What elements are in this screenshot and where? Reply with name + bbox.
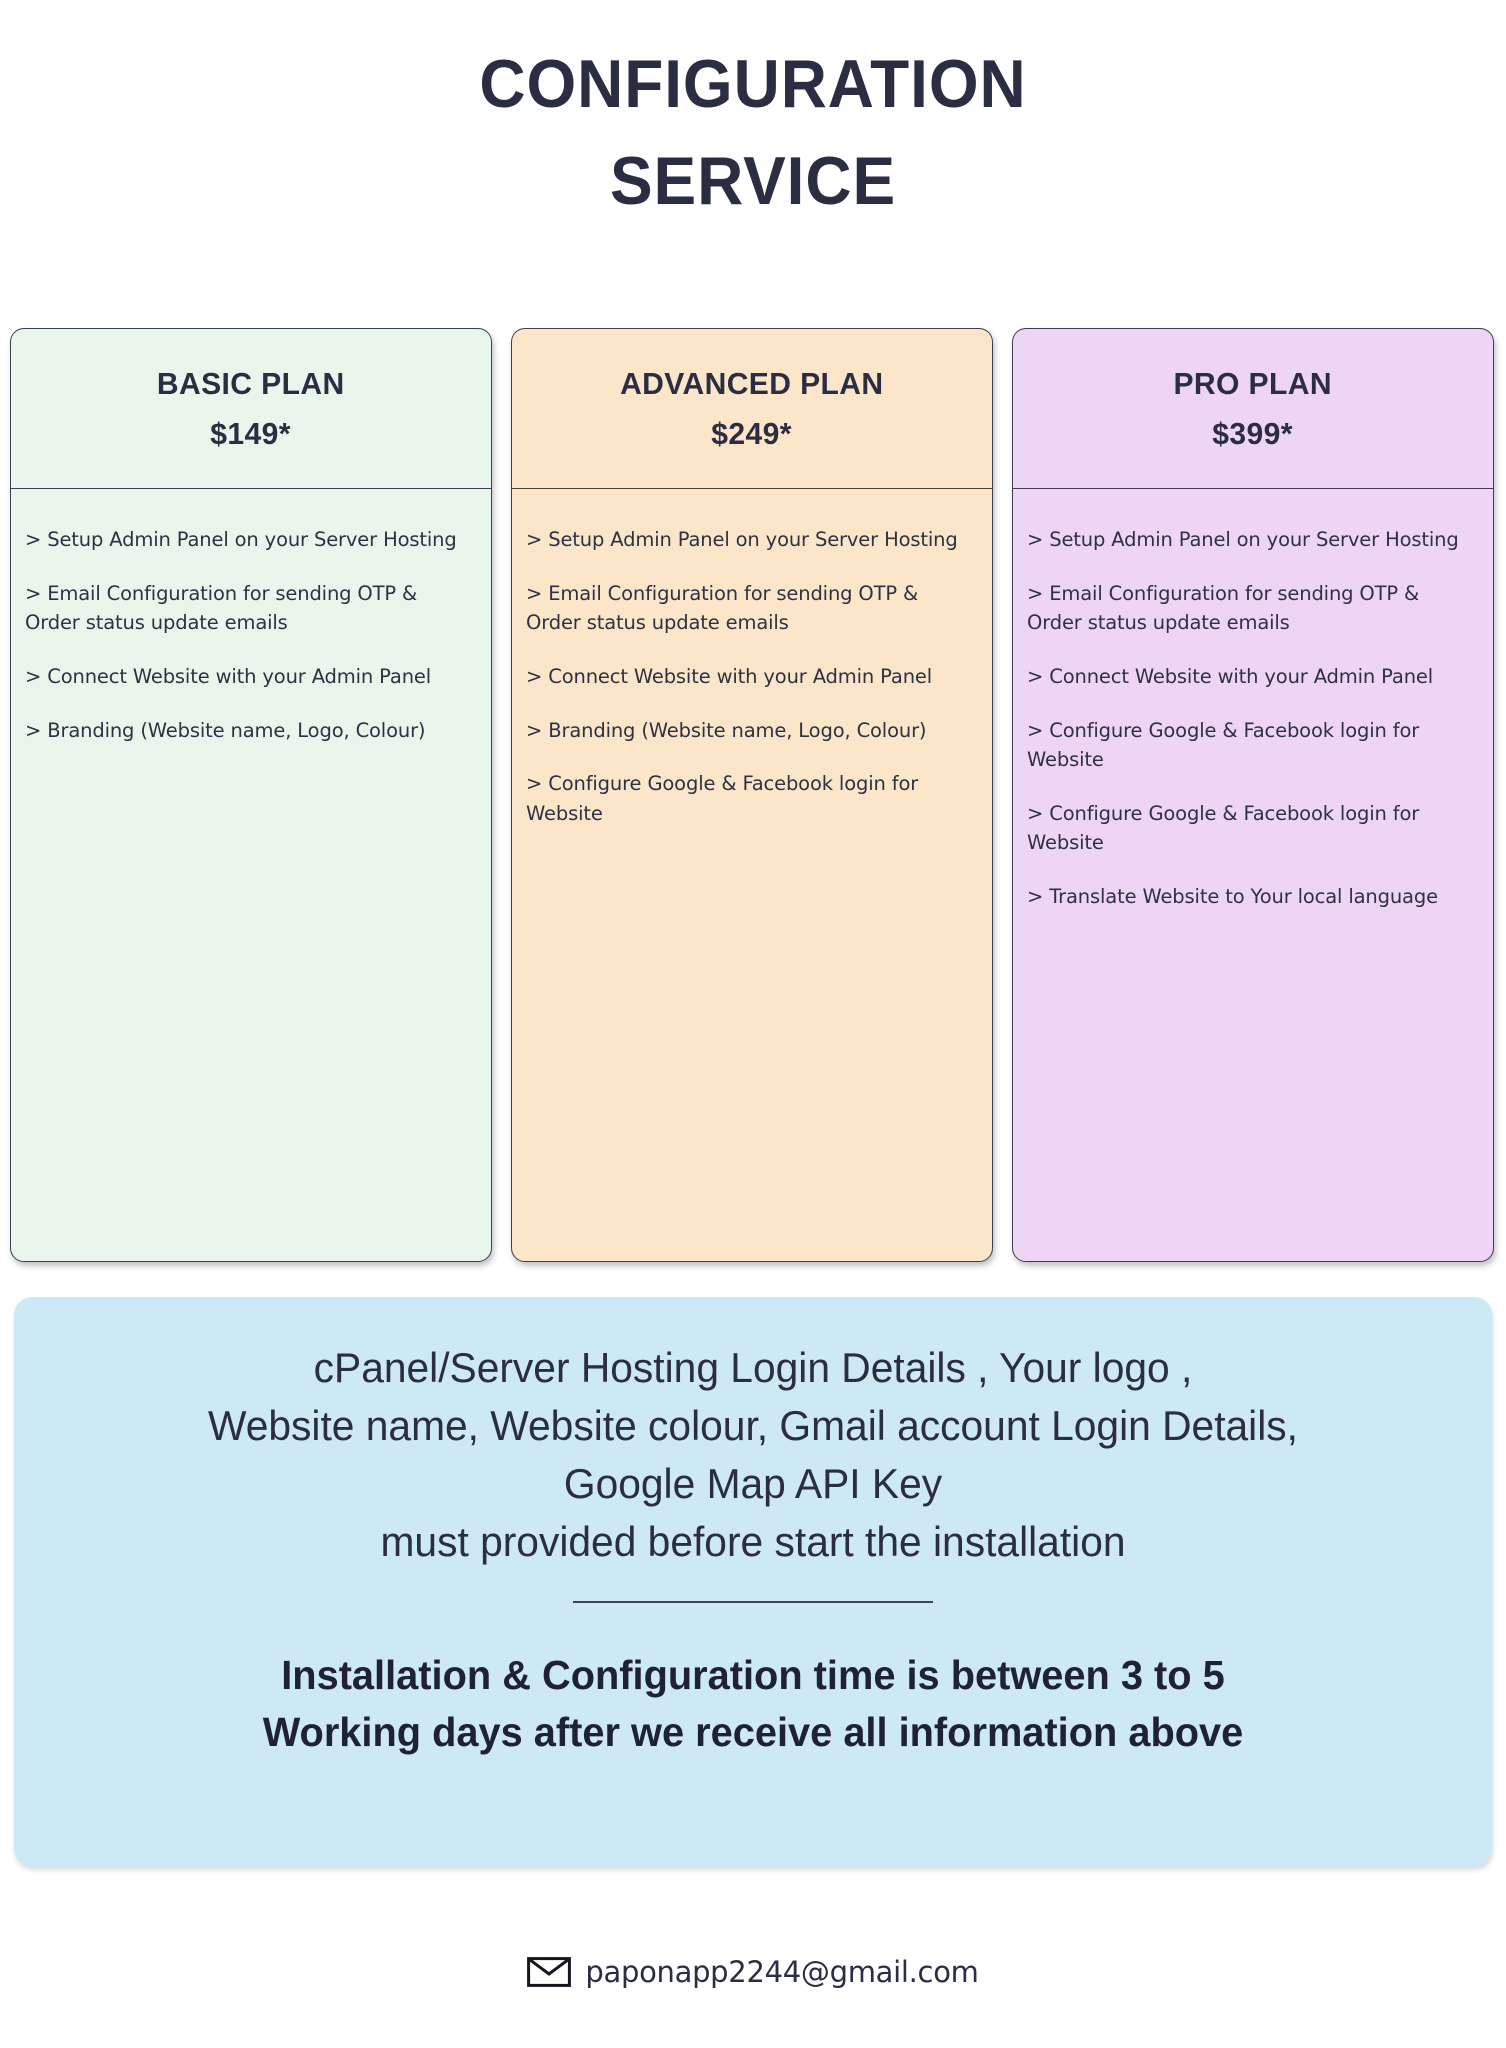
plan-name-basic: BASIC PLAN — [157, 365, 345, 401]
notice-bold-line: Working days after we receive all information above — [262, 1709, 1244, 1756]
feature-item: > Branding (Website name, Logo, Colour) — [526, 718, 927, 742]
plan-name-advanced: ADVANCED PLAN — [620, 365, 884, 401]
feature-item: > Configure Google & Facebook login for Website — [1027, 718, 1420, 772]
page-title-line-2: SERVICE — [609, 142, 897, 219]
plan-header-basic — [11, 329, 491, 489]
contact-email[interactable]: paponapp2244@gmail.com — [585, 1955, 979, 1989]
feature-item: > Configure Google & Facebook login for Website — [1027, 801, 1420, 855]
plan-features-basic — [11, 489, 491, 1261]
notice-bold-line: Installation & Configuration time is between 3 to 5 — [281, 1651, 1225, 1698]
feature-item: > Setup Admin Panel on your Server Hosting — [526, 528, 958, 551]
footer-contact — [0, 1955, 1506, 1989]
plan-header-pro — [1013, 329, 1493, 489]
plan-features-advanced — [512, 489, 992, 1261]
plan-card-advanced[interactable] — [511, 328, 993, 1262]
feature-item: > Email Configuration for sending OTP & Order status update emails — [526, 581, 919, 635]
feature-item: > Setup Admin Panel on your Server Hosting — [25, 528, 457, 551]
envelope-icon — [527, 1957, 571, 1987]
plan-features-pro — [1013, 489, 1493, 1261]
plan-name-pro: PRO PLAN — [1173, 365, 1333, 401]
pricing-plans-container — [10, 328, 1496, 1262]
page-title-line-1: CONFIGURATION — [479, 46, 1027, 122]
feature-item: > Connect Website with your Admin Panel — [1027, 664, 1434, 688]
feature-item: > Configure Google & Facebook login for Website — [526, 772, 919, 825]
notice-line: cPanel/Server Hosting Login Details , Your logo , — [313, 1344, 1193, 1391]
plan-header-advanced — [512, 329, 992, 489]
feature-item: > Email Configuration for sending OTP & Order status update emails — [1027, 581, 1420, 635]
plan-price-pro: $399* — [1212, 415, 1294, 451]
feature-item: > Email Configuration for sending OTP & Order status update emails — [25, 581, 418, 635]
requirements-notice-box — [14, 1297, 1492, 1867]
plan-price-advanced: $249* — [711, 415, 793, 451]
notice-divider — [573, 1601, 933, 1603]
feature-item: > Connect Website with your Admin Panel — [25, 664, 432, 688]
feature-item: > Connect Website with your Admin Panel — [526, 664, 933, 688]
notice-line: Website name, Website colour, Gmail account Login Details, — [208, 1401, 1298, 1449]
feature-item: > Translate Website to Your local language — [1027, 885, 1438, 908]
feature-item: > Branding (Website name, Logo, Colour) — [25, 718, 426, 742]
plan-price-basic: $149* — [210, 415, 292, 451]
notice-line: must provided before start the installation — [380, 1517, 1126, 1565]
page-title — [0, 36, 1506, 229]
feature-item: > Setup Admin Panel on your Server Hosting — [1027, 528, 1459, 551]
plan-card-pro[interactable] — [1012, 328, 1494, 1262]
notice-line: Google Map API Key — [563, 1459, 943, 1507]
plan-card-basic[interactable] — [10, 328, 492, 1262]
